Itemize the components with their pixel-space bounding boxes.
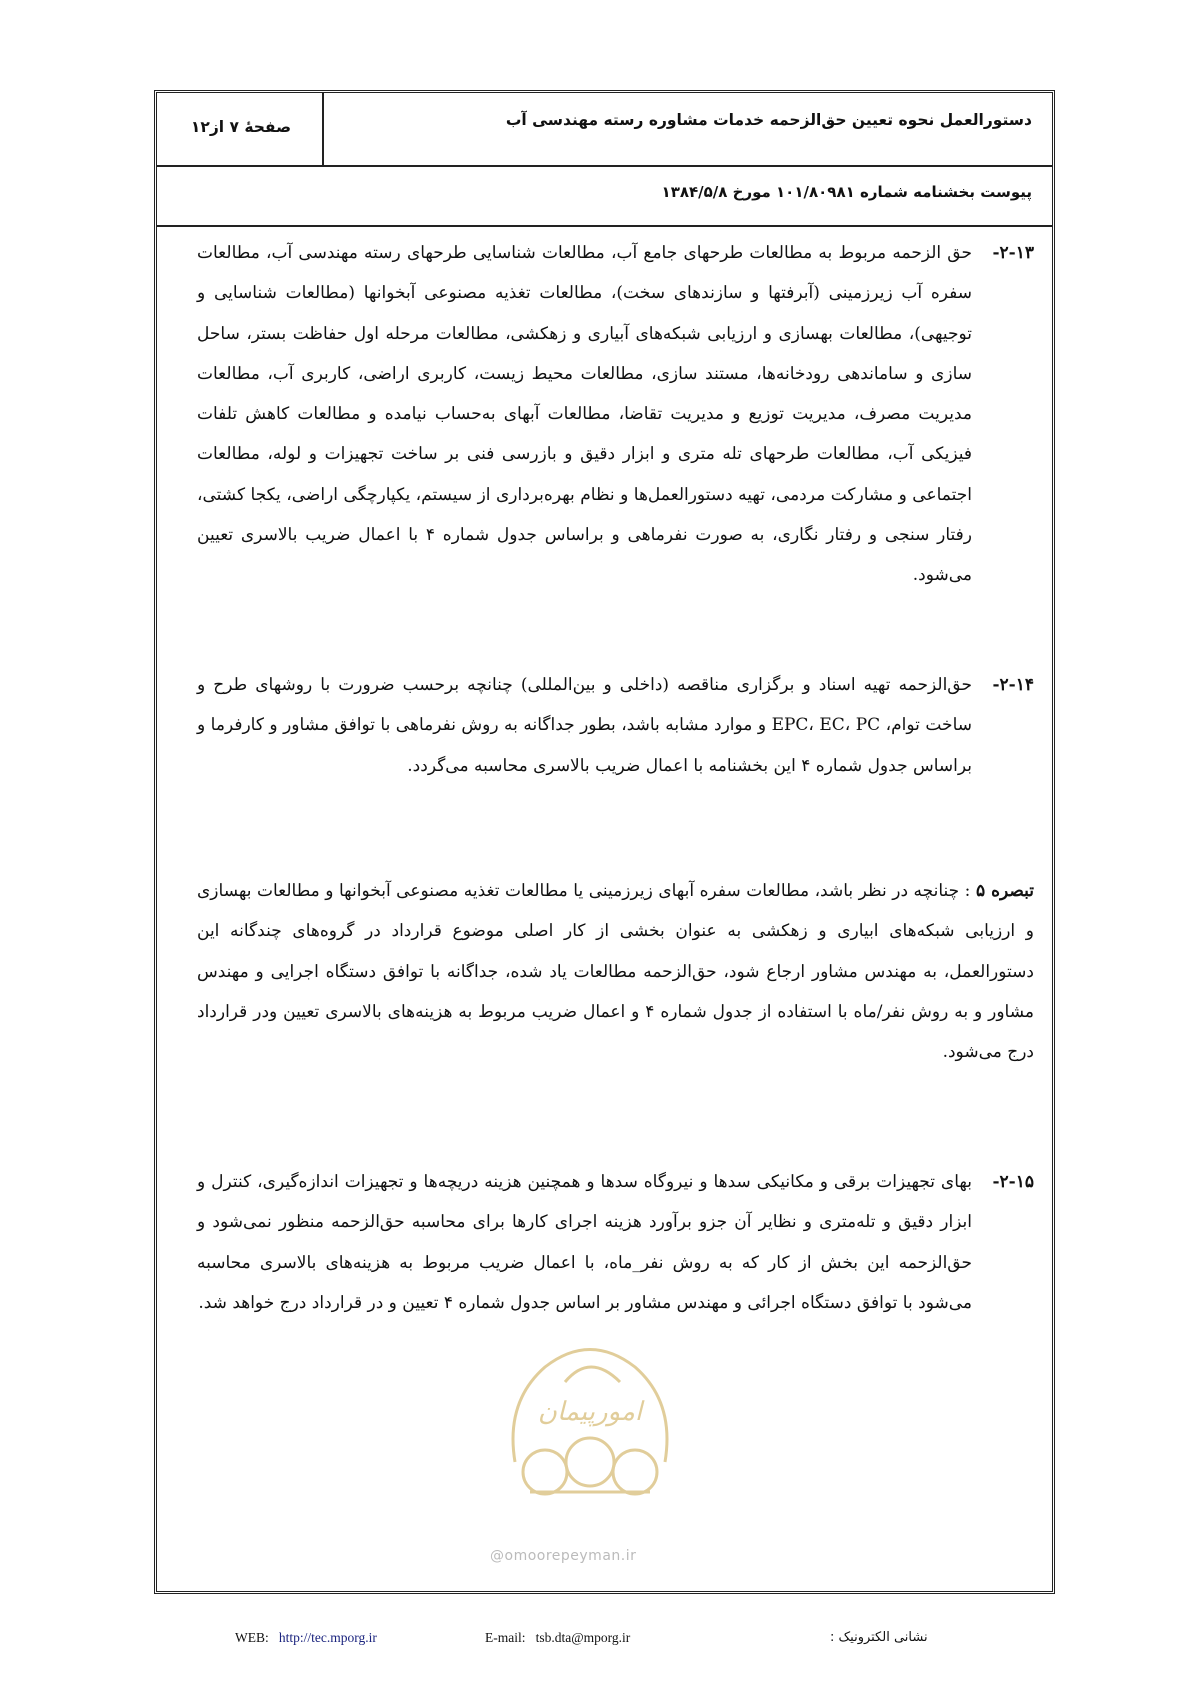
footer-email: E-mail: tsb.dta@mporg.ir [485, 1630, 631, 1645]
clause-text: حق‌الزحمه تهیه اسناد و برگزاری مناقصه (داخلی و بین‌المللی) چنانچه برحسب ضرورت با روشهای طرح و ساخت توام، EPC، EC، PC و موارد مشابه باشد، بطور جداگانه به روش نفرماهی با توافق مشاور و کارفرما و براساس جدول شماره ۴ این بخشنامه با اعمال ضریب بالاسری محاسبه می‌گردد. [197, 675, 972, 776]
clause-2-13 [197, 233, 1034, 659]
clause-number: ۲-۱۵- [992, 1172, 1034, 1192]
note-label: تبصره ۵ [975, 881, 1035, 901]
footer-address-label: نشانی الکترونیک : [830, 1630, 928, 1645]
clause-text: بهای تجهیزات برقی و مکانیکی سدها و نیروگاه سدها و همچنین هزینه دریچه‌ها و تجهیزات اندازه‌گیری، کنترل و ابزار دقیق و تله‌متری و نظایر آن جزو برآورد هزینه اجرای کارها برای محاسبه حق‌الزحمه منظور نمی‌شود و حق‌الزحمه این بخش از کار که به روش نفر_ماه، با اعمال ضریب مربوط به هزینه‌های بالاسری محاسبه می‌شود با توافق دستگاه اجرائی و مهندس مشاور بر اساس جدول شماره ۴ تعیین و در قرارداد درج خواهد شد. [197, 1172, 972, 1313]
attachment-reference: پیوست بخشنامه شماره ۱۰۱/۸۰۹۸۱ مورخ ۱۳۸۴/۵/۸ [157, 165, 1052, 227]
clause-number: ۲-۱۳- [992, 243, 1034, 263]
header-row [157, 93, 1052, 167]
seal-watermark-icon [485, 1312, 695, 1522]
watermark-caption: @omoorepeyman.ir [490, 1548, 637, 1564]
footer-web: WEB: http://tec.mporg.ir [235, 1630, 377, 1645]
page-number: صفحهٔ ۷ از۱۲ [190, 118, 292, 136]
web-link[interactable]: http://tec.mporg.ir [278, 1630, 377, 1645]
clause-number: ۲-۱۴- [992, 675, 1034, 695]
document-title: دستورالعمل نحوه تعیین حق‌الزحمه خدمات مشاوره رسته مهندسی آب [322, 93, 1052, 165]
note-5 [197, 871, 1034, 1156]
svg-text:امورپیمان: امورپیمان [537, 1397, 643, 1427]
document-body [197, 233, 1034, 1378]
email-link[interactable]: tsb.dta@mporg.ir [535, 1630, 631, 1645]
clause-2-14 [197, 665, 1034, 865]
note-text: : چنانچه در نظر باشد، مطالعات سفره آبهای زیرزمینی یا مطالعات تغذیه مصنوعی آبخوانها و مطالعات بهسازی و ارزیابی شبکه‌های ابیاری و زهکشی به عنوان بخشی از کار اصلی موضوع قرارداد در گروه‌های چندگانه این دستورالعمل، به مهندس مشاور ارجاع شود، حق‌الزحمه مطالعات یاد شده، جداگانه با توافق دستگاه اجرایی و مهندس مشاور و به روش نفر/ماه با استفاده از جدول شماره ۴ و اعمال ضریب مربوط به هزینه‌های بالاسری تعیین ودر قرارداد درج می‌شود. [197, 881, 1035, 1063]
footer [0, 1630, 1190, 1660]
clause-text: حق الزحمه مربوط به مطالعات طرحهای جامع آب، مطالعات شناسایی طرحهای رسته مهندسی آب، مطالعات سفره آب زیرزمینی (آبرفتها و سازندهای سخت)، مطالعات تغذیه مصنوعی آبخوانها (مطالعات شناسایی و توجیهی)، مطالعات بهسازی و ارزیابی شبکه‌های آبیاری و زهکشی، مطالعات مرحله اول حفاظت بستر، ساحل سازی و ساماندهی رودخانه‌ها، مستند سازی، مطالعات محیط زیست، کاربری اراضی، کاربری آب، مطالعات مدیریت مصرف، مدیریت توزیع و مدیریت تقاضا، مطالعات آبهای به‌حساب نیامده و مطالعات کاهش تلفات فیزیکی آب، مطالعات طرحهای تله متری و ابزار دقیق و بازرسی فنی بر ساخت تجهیزات و لوله، مطالعات اجتماعی و مشارکت مردمی، تهیه دستورالعمل‌ها و نظام بهره‌برداری از سیستم، یکپارچگی اراضی، یکجا کشتی، رفتار سنجی و رفتار نگاری، به صورت نفرماهی و براساس جدول شماره ۴ با اعمال ضریب بالاسری تعیین می‌شود. [197, 243, 972, 586]
